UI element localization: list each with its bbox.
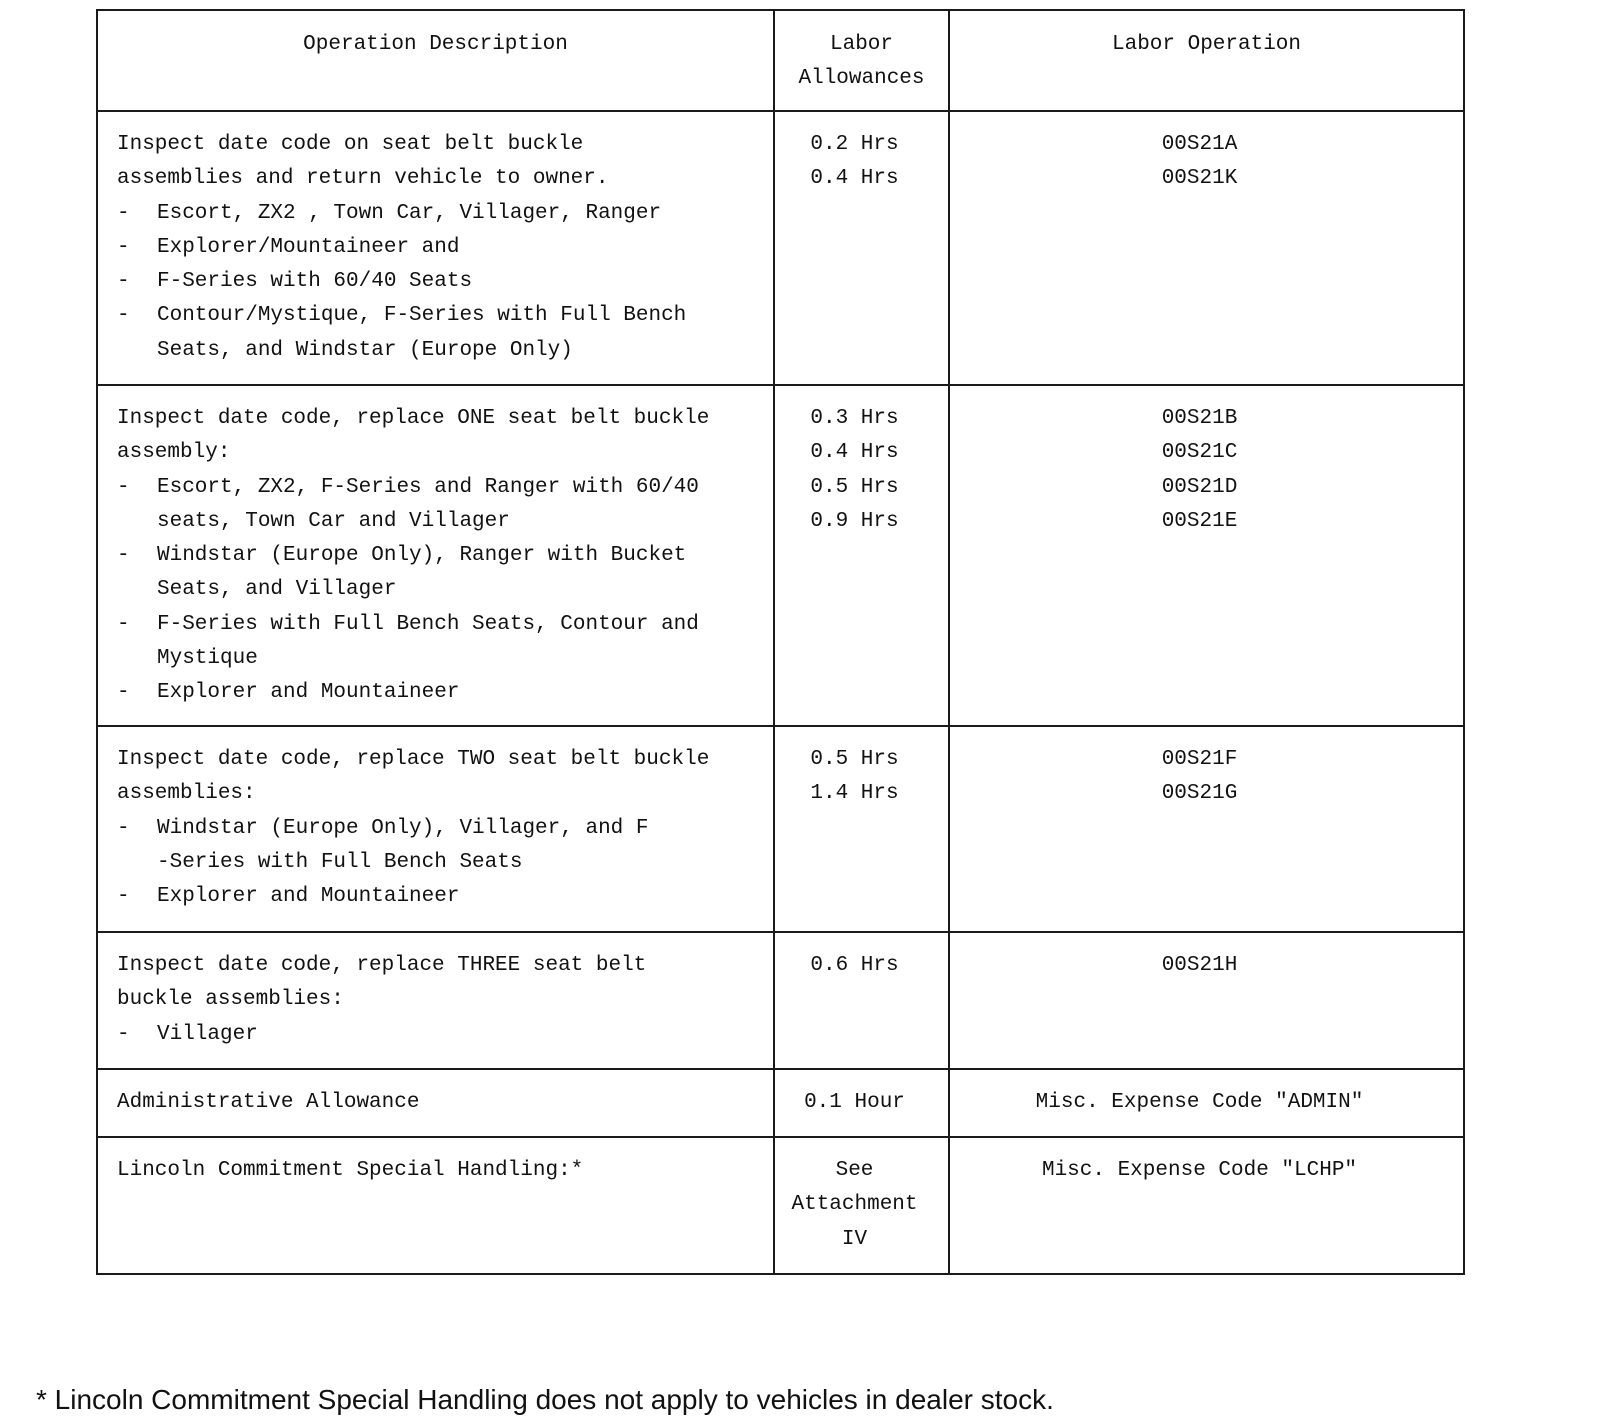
header-operation-description [97, 10, 774, 111]
labor-operation-code: 00S21B [1161, 407, 1238, 430]
bullet-dash: - [117, 201, 130, 225]
operation-description-cell [97, 385, 774, 726]
labor-operation-code: 00S21F [1161, 748, 1238, 771]
table-row [97, 1069, 1464, 1137]
vehicle-list-item [117, 1018, 769, 1052]
labor-allowance-value: 0.9 Hrs [810, 509, 899, 533]
labor-allowance-cell [774, 385, 949, 726]
bullet-dash: - [117, 270, 130, 294]
operation-description-cell [97, 726, 774, 932]
vehicle-list-text: Explorer and Mountaineer [157, 681, 460, 705]
vehicle-list-item [117, 880, 769, 914]
header-labor-operation [949, 10, 1464, 111]
labor-operation-code: 00S21K [1161, 167, 1238, 191]
vehicle-list-text: F-Series with 60/40 Seats [157, 270, 473, 294]
header-description-label: Operation Description [303, 33, 568, 56]
vehicle-list-text: Windstar (Europe Only), Ranger with Bucket Seats, and Villager [157, 544, 687, 602]
labor-operation-cell [949, 385, 1464, 726]
operation-description-cell [97, 1069, 774, 1137]
labor-allowance-value: See Attachment IV [791, 1159, 918, 1251]
labor-allowance-cell [774, 932, 949, 1069]
table-row [97, 932, 1464, 1069]
bullet-dash: - [117, 885, 130, 909]
bullet-dash: - [117, 475, 130, 499]
vehicle-list-item [117, 608, 769, 677]
vehicle-list-item [117, 676, 769, 710]
labor-allowance-value: 0.6 Hrs [810, 954, 899, 977]
vehicle-list-item [117, 231, 769, 265]
labor-allowance-value: 0.4 Hrs [810, 441, 899, 465]
operation-description-text: Lincoln Commitment Special Handling:* [117, 1159, 584, 1182]
vehicle-list-text: Escort, ZX2 , Town Car, Villager, Ranger [157, 201, 662, 225]
labor-operation-cell [949, 1069, 1464, 1137]
table-row [97, 111, 1464, 385]
labor-operation-code: 00S21C [1161, 441, 1238, 465]
bullet-dash: - [117, 544, 130, 568]
vehicle-list-text: Escort, ZX2, F-Series and Ranger with 60/40 seats, Town Car and Villager [157, 475, 699, 533]
table-header-row [97, 10, 1464, 111]
labor-operation-code: 00S21E [1161, 509, 1238, 533]
vehicle-list-item [117, 471, 769, 540]
vehicle-list-text: Explorer/Mountaineer and [157, 235, 460, 259]
bullet-dash: - [117, 612, 130, 636]
bullet-dash: - [117, 1022, 130, 1046]
vehicle-list-item [117, 197, 769, 231]
labor-operation-cell [949, 726, 1464, 932]
labor-operation-code: 00S21G [1161, 782, 1238, 806]
labor-operation-code: Misc. Expense Code "ADMIN" [1035, 1091, 1364, 1114]
vehicle-list-item [117, 299, 769, 368]
labor-operation-code: 00S21D [1161, 475, 1238, 499]
operation-description-text: Inspect date code, replace THREE seat belt buckle assemblies: [117, 954, 647, 1012]
labor-allowance-value: 0.2 Hrs [810, 133, 899, 156]
table-body [97, 111, 1464, 1274]
labor-operation-cell [949, 1137, 1464, 1274]
vehicle-list-item [117, 539, 769, 608]
labor-operation-cell [949, 932, 1464, 1069]
operation-description-text: Inspect date code, replace ONE seat belt buckle assembly: [117, 407, 710, 465]
operation-description-text: Inspect date code, replace TWO seat belt buckle assemblies: [117, 748, 710, 806]
labor-allowance-cell [774, 1137, 949, 1274]
operation-description-text: Administrative Allowance [117, 1091, 420, 1114]
bullet-dash: - [117, 681, 130, 705]
labor-allowance-cell [774, 1069, 949, 1137]
vehicle-list-text: F-Series with Full Bench Seats, Contour and Mystique [157, 612, 699, 671]
header-allowances-label: Labor Allowances [798, 33, 925, 91]
operation-description-cell [97, 1137, 774, 1274]
labor-allowance-value: 0.3 Hrs [810, 407, 899, 430]
labor-allowance-value: 0.5 Hrs [810, 475, 899, 499]
vehicle-list-text: Contour/Mystique, F-Series with Full Bench Seats, and Windstar (Europe Only) [157, 304, 687, 362]
labor-allowance-value: 1.4 Hrs [810, 782, 899, 806]
header-labor-allowances [774, 10, 949, 111]
bullet-dash: - [117, 816, 130, 840]
labor-operations-table [96, 9, 1465, 1275]
labor-allowance-cell [774, 726, 949, 932]
vehicle-list-item [117, 265, 769, 299]
labor-operation-code: Misc. Expense Code "LCHP" [1041, 1159, 1358, 1182]
labor-operation-code: 00S21A [1161, 133, 1238, 156]
header-operation-label: Labor Operation [1111, 33, 1302, 56]
vehicle-list-text: Windstar (Europe Only), Villager, and F -Series with Full Bench Seats [157, 816, 649, 874]
table-row [97, 1137, 1464, 1274]
operation-description-text: Inspect date code on seat belt buckle assemblies and return vehicle to owner. [117, 133, 609, 191]
labor-allowance-value: 0.1 Hour [804, 1091, 905, 1114]
table-row [97, 385, 1464, 726]
labor-allowance-value: 0.4 Hrs [810, 167, 899, 191]
footnote: * Lincoln Commitment Special Handling does not apply to vehicles in dealer stock. [36, 1384, 1054, 1415]
labor-operation-code: 00S21H [1161, 954, 1238, 977]
labor-allowance-value: 0.5 Hrs [810, 748, 899, 771]
vehicle-list-item [117, 812, 769, 881]
table-row [97, 726, 1464, 932]
bullet-dash: - [117, 304, 130, 328]
labor-allowance-cell [774, 111, 949, 385]
bullet-dash: - [117, 235, 130, 259]
operation-description-cell [97, 932, 774, 1069]
labor-operation-cell [949, 111, 1464, 385]
operation-description-cell [97, 111, 774, 385]
vehicle-list-text: Explorer and Mountaineer [157, 885, 460, 909]
vehicle-list-text: Villager [157, 1022, 258, 1046]
